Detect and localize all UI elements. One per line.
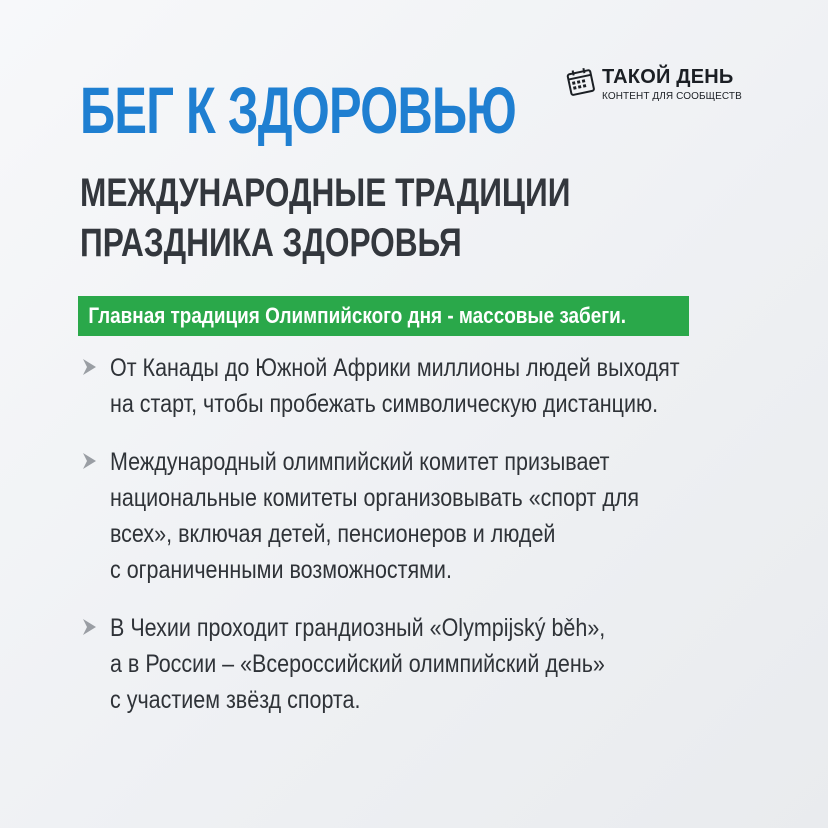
subtitle-line-2: ПРАЗДНИКА ЗДОРОВЬЯ — [80, 221, 462, 265]
highlight-text: Главная традиция Олимпийского дня - массовые забеги. — [88, 303, 627, 328]
highlight-banner — [78, 296, 689, 336]
list-item-line: а в России – «Всероссийский олимпийский день» — [110, 650, 605, 678]
list-item-text — [110, 350, 686, 422]
list-item-text — [110, 444, 686, 588]
list-item — [80, 444, 780, 588]
list-item — [80, 350, 780, 422]
subtitle — [80, 168, 570, 268]
brand-tagline: КОНТЕНТ ДЛЯ СООБЩЕСТВ — [602, 91, 742, 102]
list-item-line: с участием звёзд спорта. — [110, 686, 361, 714]
brand-logo — [566, 66, 742, 104]
chevron-right-icon — [80, 450, 100, 472]
list-item-line: От Канады до Южной Африки миллионы людей выходят — [110, 354, 680, 382]
list-item-line: Международный олимпийский комитет призывает — [110, 448, 610, 476]
list-item — [80, 610, 780, 718]
bullet-list — [80, 350, 780, 740]
list-item-line: на старт, чтобы пробежать символическую дистанцию. — [110, 390, 659, 418]
chevron-right-icon — [80, 356, 100, 378]
list-item-line: национальные комитеты организовывать «спорт для — [110, 484, 640, 512]
subtitle-line-1: МЕЖДУНАРОДНЫЕ ТРАДИЦИИ — [80, 171, 571, 215]
calendar-icon — [566, 66, 596, 96]
list-item-line: всех», включая детей, пенсионеров и людей — [110, 520, 556, 548]
list-item-line: с ограниченными возможностями. — [110, 556, 452, 584]
brand-name: ТАКОЙ ДЕНЬ — [602, 66, 734, 88]
page-title: БЕГ К ЗДОРОВЬЮ — [80, 73, 516, 147]
chevron-right-icon — [80, 616, 100, 638]
list-item-text — [110, 610, 686, 718]
list-item-line: В Чехии проходит грандиозный «Olympijský běh», — [110, 614, 606, 642]
